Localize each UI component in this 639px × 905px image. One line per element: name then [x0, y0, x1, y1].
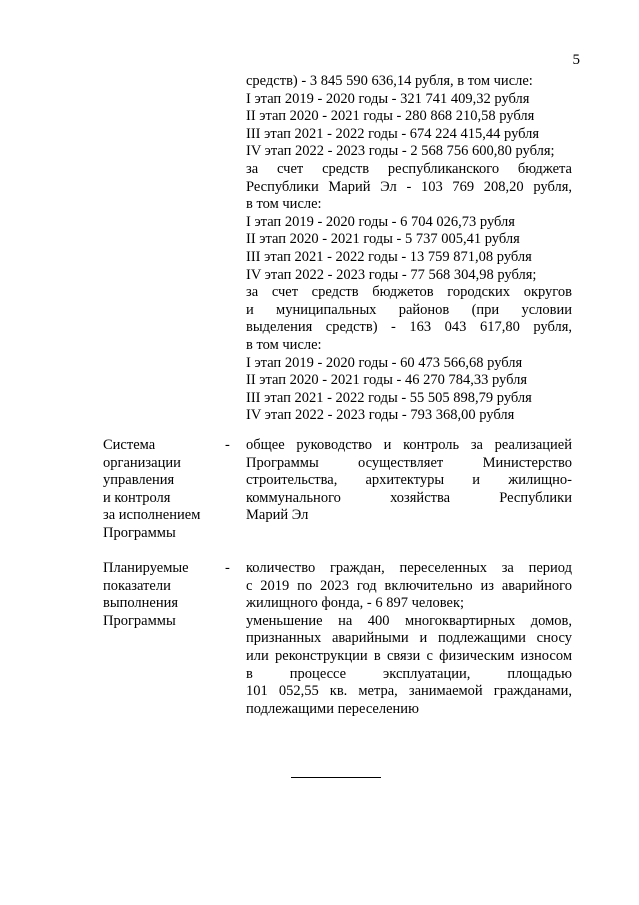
text-line: III этап 2021 - 2022 годы - 55 505 898,79 рубля: [246, 389, 532, 406]
text-line: IV этап 2022 - 2023 годы - 77 568 304,98 рубля;: [246, 266, 537, 283]
text-line: II этап 2020 - 2021 годы - 5 737 005,41 рубля: [246, 231, 520, 248]
text-line: в том числе:: [246, 196, 322, 213]
text-line: коммунального хозяйства Республики: [246, 489, 572, 506]
text-line: с 2019 по 2023 год включительно из аварийного: [246, 577, 572, 594]
label-line: управления: [103, 472, 175, 489]
text-line: в том числе:: [246, 336, 322, 353]
text-line: Программы осуществляет Министерство: [246, 454, 572, 471]
text-line: признанных аварийными и подлежащими сносу: [246, 630, 572, 647]
label-line: Система: [103, 437, 156, 453]
text-line: IV этап 2022 - 2023 годы - 2 568 756 600,80 рубля;: [246, 143, 555, 160]
text-line: уменьшение на 400 многоквартирных домов,: [246, 612, 572, 629]
text-line: строительства, архитектуры и жилищно-: [246, 472, 572, 489]
text-line: Марий Эл: [246, 507, 309, 524]
text-line: или реконструкции в связи с физическим износом: [246, 647, 572, 664]
text-line: жилищного фонда, - 6 897 человек;: [246, 595, 465, 612]
text-line: количество граждан, переселенных за период: [246, 560, 572, 576]
text-line: II этап 2020 - 2021 годы - 46 270 784,33 рубля: [246, 372, 528, 389]
closing-rule: [291, 777, 381, 778]
label-line: выполнения: [103, 595, 179, 612]
indicators-label: [103, 560, 233, 630]
text-line: I этап 2019 - 2020 годы - 6 704 026,73 рубля: [246, 213, 515, 230]
text-line: IV этап 2022 - 2023 годы - 793 368,00 рубля: [246, 407, 515, 424]
text-line: II этап 2020 - 2021 годы - 280 868 210,58 рубля: [246, 108, 535, 125]
management-dash: -: [225, 437, 230, 453]
text-line: общее руководство и контроль за реализацией: [246, 437, 572, 453]
text-line: I этап 2019 - 2020 годы - 321 741 409,32 рубля: [246, 90, 530, 107]
text-line: Республики Марий Эл - 103 769 208,20 рубля,: [246, 178, 572, 195]
text-line: и муниципальных районов (при условии: [246, 301, 572, 318]
page-number: 5: [572, 52, 580, 68]
indicators-text: [246, 560, 572, 718]
text-line: за счет средств республиканского бюджета: [246, 160, 572, 177]
label-line: и контроля: [103, 489, 171, 506]
label-line: показатели: [103, 577, 171, 594]
text-line: подлежащими переселению: [246, 700, 419, 717]
text-line: 101 052,55 кв. метра, занимаемой гражданами,: [246, 683, 572, 700]
label-line: Планируемые: [103, 560, 189, 576]
text-line: I этап 2019 - 2020 годы - 60 473 566,68 рубля: [246, 354, 523, 371]
financing-text: [246, 73, 572, 425]
indicators-dash: -: [225, 560, 230, 576]
text-line: III этап 2021 - 2022 годы - 13 759 871,08 рубля: [246, 248, 532, 265]
text-line: за счет средств бюджетов городских округов: [246, 284, 572, 301]
text-line: выделения средств) - 163 043 617,80 рубля,: [246, 319, 572, 336]
label-line: организации: [103, 454, 181, 471]
label-line: Программы: [103, 524, 176, 541]
text-line: III этап 2021 - 2022 годы - 674 224 415,44 рубля: [246, 125, 540, 142]
label-line: Программы: [103, 612, 176, 629]
text-line: в процессе эксплуатации, площадью: [246, 665, 572, 682]
management-label: [103, 437, 233, 543]
label-line: за исполнением: [103, 507, 201, 524]
management-text: [246, 437, 572, 525]
text-line: средств) - 3 845 590 636,14 рубля, в том числе:: [246, 73, 533, 89]
